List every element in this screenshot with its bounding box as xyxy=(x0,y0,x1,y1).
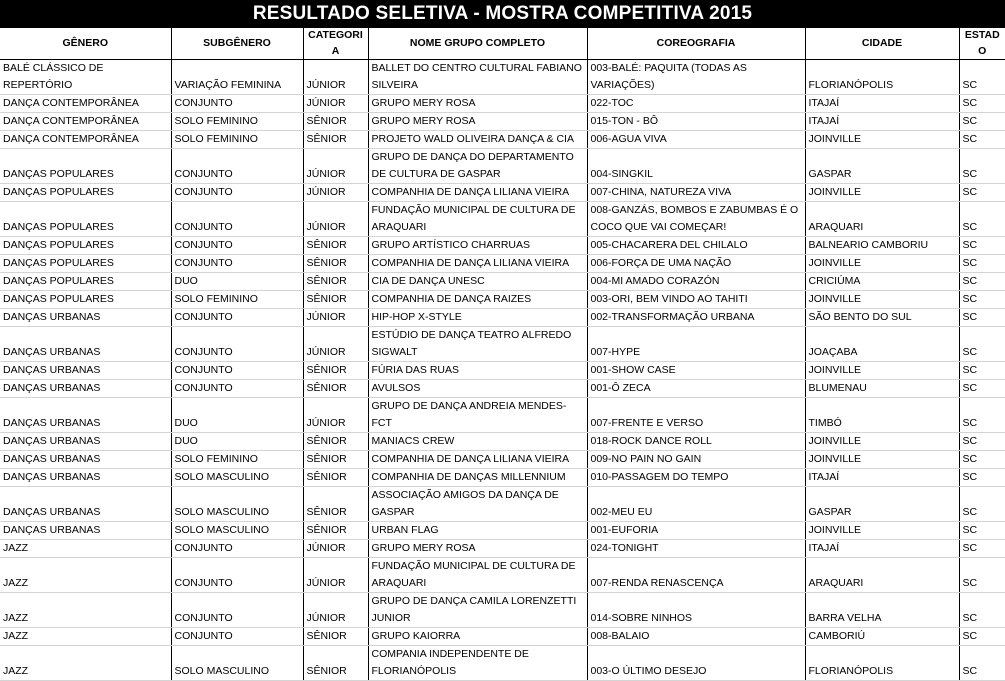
cell-genero[interactable]: DANÇAS URBANAS xyxy=(0,469,171,487)
cell-cidade[interactable]: ITAJAÍ xyxy=(805,540,959,558)
cell-categoria[interactable]: JÚNIOR xyxy=(303,184,368,202)
cell-subgenero[interactable]: CONJUNTO xyxy=(171,237,303,255)
cell-coreografia[interactable]: 001-EUFORIA xyxy=(587,522,805,540)
cell-coreografia[interactable]: 007-FRENTE E VERSO xyxy=(587,398,805,433)
table-row xyxy=(0,628,1005,646)
cell-categoria[interactable]: SÊNIOR xyxy=(303,255,368,273)
cell-coreografia[interactable]: 007-CHINA, NATUREZA VIVA xyxy=(587,184,805,202)
cell-coreografia[interactable]: 006-AGUA VIVA xyxy=(587,131,805,149)
cell-estado[interactable]: SC xyxy=(959,362,1005,380)
cell-coreografia[interactable]: 014-SOBRE NINHOS xyxy=(587,593,805,628)
cell-estado[interactable]: SC xyxy=(959,327,1005,362)
cell-nome-grupo[interactable]: CIA DE DANÇA UNESC xyxy=(368,273,587,291)
cell-categoria[interactable]: JÚNIOR xyxy=(303,95,368,113)
cell-cidade[interactable]: SÃO BENTO DO SUL xyxy=(805,309,959,327)
cell-cidade[interactable]: JOINVILLE xyxy=(805,362,959,380)
cell-genero[interactable]: DANÇAS POPULARES xyxy=(0,291,171,309)
cell-coreografia[interactable]: 008-GANZÁS, BOMBOS E ZABUMBAS É O COCO QUE VAI COMEÇAR! xyxy=(587,202,805,237)
cell-genero[interactable]: DANÇAS URBANAS xyxy=(0,309,171,327)
cell-coreografia[interactable]: 024-TONIGHT xyxy=(587,540,805,558)
cell-estado[interactable]: SC xyxy=(959,646,1005,681)
cell-categoria[interactable]: JÚNIOR xyxy=(303,202,368,237)
sheet-title: RESULTADO SELETIVA - MOSTRA COMPETITIVA 2015 xyxy=(0,0,1005,28)
cell-nome-grupo[interactable]: FUNDAÇÃO MUNICIPAL DE CULTURA DE ARAQUARI xyxy=(368,558,587,593)
table-row xyxy=(0,469,1005,487)
table-row xyxy=(0,237,1005,255)
cell-nome-grupo[interactable]: HIP-HOP X-STYLE xyxy=(368,309,587,327)
cell-estado[interactable]: SC xyxy=(959,433,1005,451)
cell-genero[interactable]: BALÉ CLÁSSICO DE REPERTÓRIO xyxy=(0,60,171,95)
cell-subgenero[interactable]: VARIAÇÃO FEMININA xyxy=(171,60,303,95)
cell-cidade[interactable]: JOINVILLE xyxy=(805,255,959,273)
cell-coreografia[interactable]: 002-TRANSFORMAÇÃO URBANA xyxy=(587,309,805,327)
cell-categoria[interactable]: JÚNIOR xyxy=(303,327,368,362)
cell-categoria[interactable]: JÚNIOR xyxy=(303,398,368,433)
cell-categoria[interactable]: SÊNIOR xyxy=(303,273,368,291)
cell-cidade[interactable]: CRICIÚMA xyxy=(805,273,959,291)
column-header-subgenero[interactable]: SUBGÊNERO xyxy=(171,27,303,60)
cell-estado[interactable]: SC xyxy=(959,451,1005,469)
cell-categoria[interactable]: SÊNIOR xyxy=(303,522,368,540)
cell-genero[interactable]: JAZZ xyxy=(0,558,171,593)
cell-estado[interactable]: SC xyxy=(959,380,1005,398)
cell-subgenero[interactable]: DUO xyxy=(171,273,303,291)
cell-nome-grupo[interactable]: AVULSOS xyxy=(368,380,587,398)
cell-genero[interactable]: DANÇAS URBANAS xyxy=(0,522,171,540)
cell-nome-grupo[interactable]: GRUPO ARTÍSTICO CHARRUAS xyxy=(368,237,587,255)
cell-coreografia[interactable]: 003-BALÉ: PAQUITA (TODAS AS VARIAÇÕES) xyxy=(587,60,805,95)
table-row xyxy=(0,522,1005,540)
cell-subgenero[interactable]: SOLO MASCULINO xyxy=(171,487,303,522)
cell-subgenero[interactable]: CONJUNTO xyxy=(171,95,303,113)
cell-estado[interactable]: SC xyxy=(959,95,1005,113)
cell-categoria[interactable]: SÊNIOR xyxy=(303,131,368,149)
cell-categoria[interactable]: SÊNIOR xyxy=(303,628,368,646)
table-row xyxy=(0,113,1005,131)
cell-subgenero[interactable]: SOLO FEMININO xyxy=(171,451,303,469)
cell-genero[interactable]: DANÇAS URBANAS xyxy=(0,451,171,469)
cell-cidade[interactable]: JOINVILLE xyxy=(805,291,959,309)
cell-nome-grupo[interactable]: COMPANHIA DE DANÇAS MILLENNIUM xyxy=(368,469,587,487)
cell-categoria[interactable]: SÊNIOR xyxy=(303,451,368,469)
cell-genero[interactable]: DANÇAS URBANAS xyxy=(0,433,171,451)
cell-cidade[interactable]: FLORIANÓPOLIS xyxy=(805,646,959,681)
table-row xyxy=(0,433,1005,451)
cell-subgenero[interactable]: SOLO MASCULINO xyxy=(171,646,303,681)
cell-nome-grupo[interactable]: GRUPO MERY ROSA xyxy=(368,113,587,131)
cell-subgenero[interactable]: DUO xyxy=(171,398,303,433)
cell-estado[interactable]: SC xyxy=(959,469,1005,487)
cell-subgenero[interactable]: SOLO MASCULINO xyxy=(171,522,303,540)
table-row xyxy=(0,149,1005,184)
cell-coreografia[interactable]: 003-O ÚLTIMO DESEJO xyxy=(587,646,805,681)
cell-nome-grupo[interactable]: COMPANHIA DE DANÇA LILIANA VIEIRA xyxy=(368,451,587,469)
cell-subgenero[interactable]: CONJUNTO xyxy=(171,149,303,184)
cell-cidade[interactable]: ARAQUARI xyxy=(805,558,959,593)
cell-cidade[interactable]: ITAJAÍ xyxy=(805,95,959,113)
cell-estado[interactable]: SC xyxy=(959,113,1005,131)
cell-categoria[interactable]: SÊNIOR xyxy=(303,646,368,681)
cell-cidade[interactable]: CAMBORIÚ xyxy=(805,628,959,646)
cell-estado[interactable]: SC xyxy=(959,184,1005,202)
table-row xyxy=(0,487,1005,522)
cell-genero[interactable]: DANÇAS URBANAS xyxy=(0,487,171,522)
cell-subgenero[interactable]: CONJUNTO xyxy=(171,184,303,202)
cell-cidade[interactable]: BALNEARIO CAMBORIU xyxy=(805,237,959,255)
cell-estado[interactable]: SC xyxy=(959,398,1005,433)
cell-subgenero[interactable]: SOLO FEMININO xyxy=(171,291,303,309)
table-row xyxy=(0,540,1005,558)
cell-subgenero[interactable]: CONJUNTO xyxy=(171,558,303,593)
cell-coreografia[interactable]: 002-MEU EU xyxy=(587,487,805,522)
cell-coreografia[interactable]: 009-NO PAIN NO GAIN xyxy=(587,451,805,469)
table-row xyxy=(0,273,1005,291)
table-row xyxy=(0,398,1005,433)
table-row xyxy=(0,362,1005,380)
results-table xyxy=(0,27,1005,681)
cell-estado[interactable]: SC xyxy=(959,487,1005,522)
cell-genero[interactable]: DANÇAS POPULARES xyxy=(0,273,171,291)
cell-categoria[interactable]: JÚNIOR xyxy=(303,593,368,628)
column-header-categoria[interactable]: CATEGORIA xyxy=(303,27,368,60)
cell-genero[interactable]: DANÇAS URBANAS xyxy=(0,327,171,362)
cell-nome-grupo[interactable]: COMPANHIA DE DANÇA LILIANA VIEIRA xyxy=(368,184,587,202)
cell-genero[interactable]: DANÇAS POPULARES xyxy=(0,255,171,273)
cell-genero[interactable]: DANÇAS POPULARES xyxy=(0,202,171,237)
cell-categoria[interactable]: SÊNIOR xyxy=(303,487,368,522)
table-row xyxy=(0,451,1005,469)
cell-nome-grupo[interactable]: GRUPO MERY ROSA xyxy=(368,540,587,558)
cell-genero[interactable]: JAZZ xyxy=(0,628,171,646)
table-row xyxy=(0,131,1005,149)
cell-estado[interactable]: SC xyxy=(959,255,1005,273)
cell-subgenero[interactable]: CONJUNTO xyxy=(171,380,303,398)
cell-subgenero[interactable]: CONJUNTO xyxy=(171,202,303,237)
cell-genero[interactable]: JAZZ xyxy=(0,593,171,628)
cell-cidade[interactable]: JOAÇABA xyxy=(805,327,959,362)
cell-nome-grupo[interactable]: MANIACS CREW xyxy=(368,433,587,451)
cell-estado[interactable]: SC xyxy=(959,202,1005,237)
cell-subgenero[interactable]: CONJUNTO xyxy=(171,593,303,628)
cell-genero[interactable]: DANÇAS URBANAS xyxy=(0,362,171,380)
column-header-genero[interactable]: GÊNERO xyxy=(0,27,171,60)
cell-genero[interactable]: DANÇA CONTEMPORÂNEA xyxy=(0,113,171,131)
cell-cidade[interactable]: GASPAR xyxy=(805,149,959,184)
cell-genero[interactable]: JAZZ xyxy=(0,540,171,558)
cell-categoria[interactable]: SÊNIOR xyxy=(303,362,368,380)
cell-coreografia[interactable]: 001-Ô ZECA xyxy=(587,380,805,398)
cell-subgenero[interactable]: SOLO FEMININO xyxy=(171,113,303,131)
cell-estado[interactable]: SC xyxy=(959,558,1005,593)
cell-categoria[interactable]: JÚNIOR xyxy=(303,558,368,593)
cell-genero[interactable]: DANÇAS URBANAS xyxy=(0,380,171,398)
cell-estado[interactable]: SC xyxy=(959,628,1005,646)
cell-cidade[interactable]: BLUMENAU xyxy=(805,380,959,398)
cell-categoria[interactable]: JÚNIOR xyxy=(303,540,368,558)
column-header-cidade[interactable]: CIDADE xyxy=(805,27,959,60)
cell-cidade[interactable]: BARRA VELHA xyxy=(805,593,959,628)
cell-genero[interactable]: DANÇAS POPULARES xyxy=(0,237,171,255)
cell-coreografia[interactable]: 018-ROCK DANCE ROLL xyxy=(587,433,805,451)
cell-nome-grupo[interactable]: GRUPO MERY ROSA xyxy=(368,95,587,113)
cell-cidade[interactable]: ITAJAÍ xyxy=(805,469,959,487)
cell-coreografia[interactable]: 005-CHACARERA DEL CHILALO xyxy=(587,237,805,255)
cell-subgenero[interactable]: CONJUNTO xyxy=(171,362,303,380)
cell-nome-grupo[interactable]: FUNDAÇÃO MUNICIPAL DE CULTURA DE ARAQUARI xyxy=(368,202,587,237)
table-row xyxy=(0,202,1005,237)
cell-subgenero[interactable]: CONJUNTO xyxy=(171,309,303,327)
cell-nome-grupo[interactable]: PROJETO WALD OLIVEIRA DANÇA & CIA xyxy=(368,131,587,149)
column-header-coreografia[interactable]: COREOGRAFIA xyxy=(587,27,805,60)
cell-genero[interactable]: JAZZ xyxy=(0,646,171,681)
cell-categoria[interactable]: JÚNIOR xyxy=(303,309,368,327)
cell-nome-grupo[interactable]: BALLET DO CENTRO CULTURAL FABIANO SILVEIRA xyxy=(368,60,587,95)
cell-coreografia[interactable]: 004-SINGKIL xyxy=(587,149,805,184)
cell-coreografia[interactable]: 007-HYPE xyxy=(587,327,805,362)
cell-subgenero[interactable]: CONJUNTO xyxy=(171,327,303,362)
cell-estado[interactable]: SC xyxy=(959,522,1005,540)
cell-nome-grupo[interactable]: URBAN FLAG xyxy=(368,522,587,540)
cell-genero[interactable]: DANÇAS URBANAS xyxy=(0,398,171,433)
cell-cidade[interactable]: JOINVILLE xyxy=(805,131,959,149)
cell-categoria[interactable]: SÊNIOR xyxy=(303,433,368,451)
cell-nome-grupo[interactable]: COMPANHIA DE DANÇA LILIANA VIEIRA xyxy=(368,255,587,273)
cell-nome-grupo[interactable]: COMPANIA INDEPENDENTE DE FLORIANÓPOLIS xyxy=(368,646,587,681)
cell-categoria[interactable]: JÚNIOR xyxy=(303,60,368,95)
cell-categoria[interactable]: SÊNIOR xyxy=(303,380,368,398)
table-row xyxy=(0,380,1005,398)
table-row xyxy=(0,255,1005,273)
cell-nome-grupo[interactable]: GRUPO DE DANÇA CAMILA LORENZETTI JUNIOR xyxy=(368,593,587,628)
cell-cidade[interactable]: GASPAR xyxy=(805,487,959,522)
cell-subgenero[interactable]: SOLO FEMININO xyxy=(171,131,303,149)
cell-estado[interactable]: SC xyxy=(959,593,1005,628)
cell-coreografia[interactable]: 022-TOC xyxy=(587,95,805,113)
cell-subgenero[interactable]: SOLO MASCULINO xyxy=(171,469,303,487)
table-row xyxy=(0,646,1005,681)
table-row xyxy=(0,60,1005,95)
table-row xyxy=(0,558,1005,593)
cell-nome-grupo[interactable]: GRUPO DE DANÇA ANDREIA MENDES-FCT xyxy=(368,398,587,433)
cell-coreografia[interactable]: 006-FORÇA DE UMA NAÇÃO xyxy=(587,255,805,273)
table-row xyxy=(0,309,1005,327)
cell-subgenero[interactable]: CONJUNTO xyxy=(171,540,303,558)
cell-estado[interactable]: SC xyxy=(959,291,1005,309)
cell-cidade[interactable]: JOINVILLE xyxy=(805,451,959,469)
cell-cidade[interactable]: TIMBÓ xyxy=(805,398,959,433)
cell-genero[interactable]: DANÇA CONTEMPORÂNEA xyxy=(0,95,171,113)
cell-coreografia[interactable]: 003-ORI, BEM VINDO AO TAHITI xyxy=(587,291,805,309)
cell-coreografia[interactable]: 015-TON - BÔ xyxy=(587,113,805,131)
cell-coreografia[interactable]: 008-BALAIO xyxy=(587,628,805,646)
cell-genero[interactable]: DANÇAS POPULARES xyxy=(0,184,171,202)
cell-estado[interactable]: SC xyxy=(959,149,1005,184)
cell-categoria[interactable]: SÊNIOR xyxy=(303,237,368,255)
cell-categoria[interactable]: JÚNIOR xyxy=(303,149,368,184)
cell-genero[interactable]: DANÇA CONTEMPORÂNEA xyxy=(0,131,171,149)
cell-cidade[interactable]: JOINVILLE xyxy=(805,184,959,202)
table-row xyxy=(0,95,1005,113)
cell-cidade[interactable]: JOINVILLE xyxy=(805,522,959,540)
cell-genero[interactable]: DANÇAS POPULARES xyxy=(0,149,171,184)
cell-estado[interactable]: SC xyxy=(959,237,1005,255)
cell-cidade[interactable]: ITAJAÍ xyxy=(805,113,959,131)
header-row xyxy=(0,27,1005,60)
cell-estado[interactable]: SC xyxy=(959,60,1005,95)
cell-cidade[interactable]: ARAQUARI xyxy=(805,202,959,237)
cell-coreografia[interactable]: 007-RENDA RENASCENÇA xyxy=(587,558,805,593)
cell-estado[interactable]: SC xyxy=(959,540,1005,558)
table-row xyxy=(0,593,1005,628)
cell-nome-grupo[interactable]: FÚRIA DAS RUAS xyxy=(368,362,587,380)
cell-nome-grupo[interactable]: GRUPO DE DANÇA DO DEPARTAMENTO DE CULTURA DE GASPAR xyxy=(368,149,587,184)
cell-categoria[interactable]: SÊNIOR xyxy=(303,291,368,309)
cell-subgenero[interactable]: DUO xyxy=(171,433,303,451)
cell-categoria[interactable]: SÊNIOR xyxy=(303,113,368,131)
cell-estado[interactable]: SC xyxy=(959,131,1005,149)
table-row xyxy=(0,291,1005,309)
cell-cidade[interactable]: FLORIANÓPOLIS xyxy=(805,60,959,95)
cell-estado[interactable]: SC xyxy=(959,309,1005,327)
cell-coreografia[interactable]: 004-MI AMADO CORAZÓN xyxy=(587,273,805,291)
column-header-nome-grupo[interactable]: NOME GRUPO COMPLETO xyxy=(368,27,587,60)
cell-cidade[interactable]: JOINVILLE xyxy=(805,433,959,451)
cell-nome-grupo[interactable]: ASSOCIAÇÃO AMIGOS DA DANÇA DE GASPAR xyxy=(368,487,587,522)
cell-subgenero[interactable]: CONJUNTO xyxy=(171,628,303,646)
table-row xyxy=(0,184,1005,202)
cell-coreografia[interactable]: 010-PASSAGEM DO TEMPO xyxy=(587,469,805,487)
cell-nome-grupo[interactable]: GRUPO KAIORRA xyxy=(368,628,587,646)
cell-coreografia[interactable]: 001-SHOW CASE xyxy=(587,362,805,380)
cell-categoria[interactable]: SÊNIOR xyxy=(303,469,368,487)
cell-nome-grupo[interactable]: ESTÚDIO DE DANÇA TEATRO ALFREDO SIGWALT xyxy=(368,327,587,362)
cell-subgenero[interactable]: CONJUNTO xyxy=(171,255,303,273)
cell-estado[interactable]: SC xyxy=(959,273,1005,291)
cell-nome-grupo[interactable]: COMPANHIA DE DANÇA RAIZES xyxy=(368,291,587,309)
table-row xyxy=(0,327,1005,362)
column-header-estado[interactable]: ESTADO xyxy=(959,27,1005,60)
